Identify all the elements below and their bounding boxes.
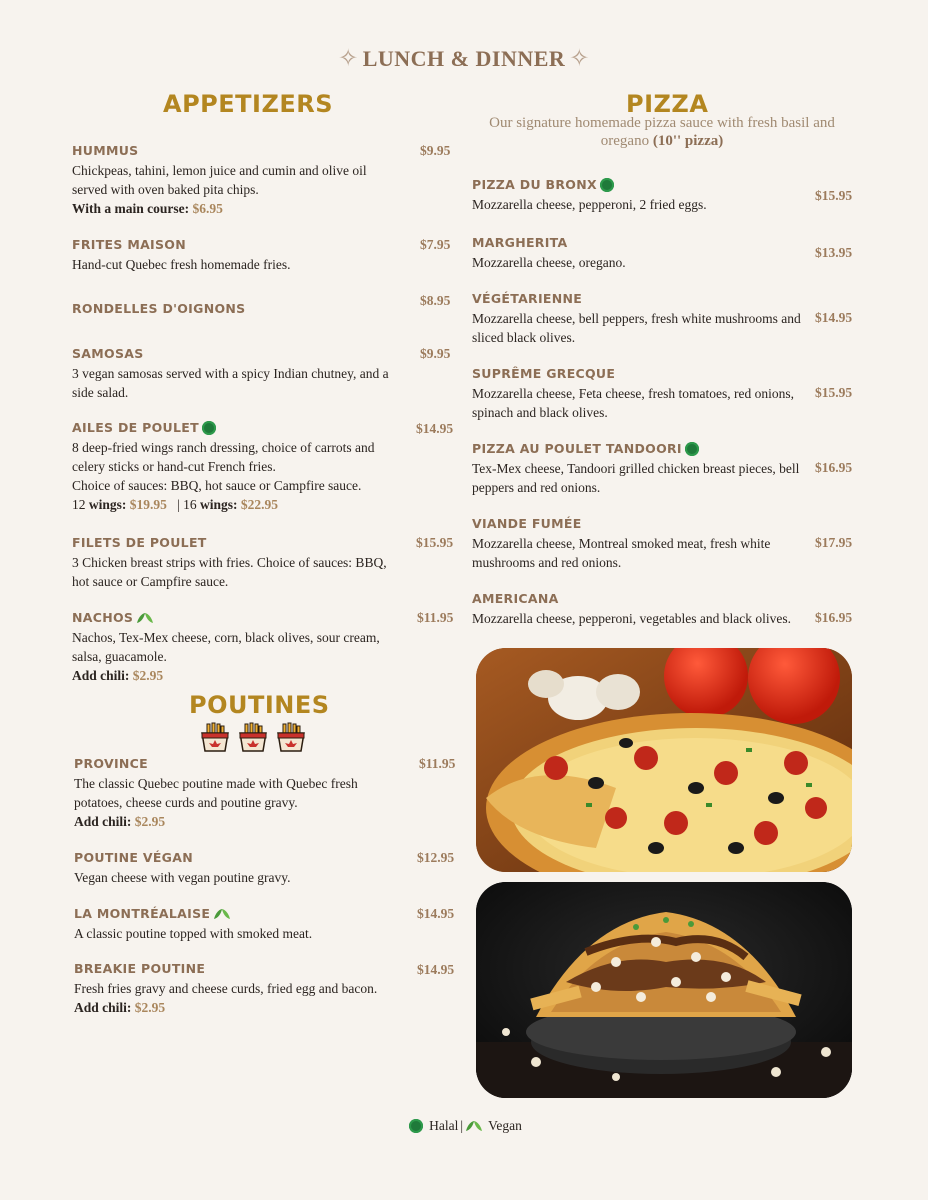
item-extra xyxy=(74,998,404,1017)
item-name: FRITES MAISON xyxy=(72,237,186,252)
item-price: $15.95 xyxy=(815,188,853,203)
item-name: RONDELLES D'OIGNONS xyxy=(72,301,246,316)
menu-item-la-montrealaise xyxy=(74,905,404,943)
poutine-box-icon xyxy=(275,721,307,753)
pizza-subtitle-text: Our signature homemade pizza sauce with fresh basil and oregano xyxy=(489,115,835,149)
item-desc: The classic Quebec poutine made with Quebec fresh potatoes, cheese curds and poutine gravy. xyxy=(74,776,358,810)
item-price: $14.95 xyxy=(416,421,454,436)
item-desc: Mozzarella cheese, Montreal smoked meat, fresh white mushrooms and red onions. xyxy=(472,536,771,570)
pizza-photo xyxy=(476,648,852,872)
menu-header xyxy=(0,44,928,73)
pizza-title: PIZZA xyxy=(626,90,709,118)
menu-item-samosas xyxy=(72,345,402,402)
sparkle-icon: ✧ xyxy=(338,46,359,72)
item-price: $7.95 xyxy=(420,237,451,252)
item-name-row xyxy=(472,176,802,194)
item-name-row xyxy=(72,609,402,627)
menu-item-margherita xyxy=(472,234,802,272)
wing-price-16: $22.95 xyxy=(240,497,278,512)
item-name: BREAKIE POUTINE xyxy=(74,961,206,976)
item-extra xyxy=(72,666,402,685)
item-name-row xyxy=(72,419,402,437)
item-name: LA MONTRÉALAISE xyxy=(74,906,211,921)
menu-item-frites-maison xyxy=(72,236,402,274)
halal-icon xyxy=(600,178,614,192)
menu-item-pizza-au-poulet-tandoori xyxy=(472,440,802,497)
menu-item-pizza-du-bronx xyxy=(472,176,802,214)
appetizers-title: APPETIZERS xyxy=(163,90,334,118)
item-price: $11.95 xyxy=(417,610,454,625)
item-desc-sauces: Choice of sauces: BBQ, hot sauce or Campfire sauce. xyxy=(72,478,362,493)
item-desc: Mozzarella cheese, pepperoni, 2 fried eggs. xyxy=(472,197,707,212)
extra-price: $2.95 xyxy=(132,668,164,683)
item-name: VÉGÉTARIENNE xyxy=(472,291,583,306)
item-desc: 3 vegan samosas served with a spicy Indian chutney, and a side salad. xyxy=(72,366,389,400)
menu-item-rondelles xyxy=(72,300,402,318)
legend xyxy=(0,1118,928,1134)
header-title: LUNCH & DINNER xyxy=(362,46,566,71)
item-price: $12.95 xyxy=(417,850,455,865)
extra-label: Add chili: xyxy=(74,1000,132,1015)
poutine-photo xyxy=(476,882,852,1098)
extra-price: $6.95 xyxy=(192,201,223,216)
item-extra xyxy=(72,199,402,218)
item-name: PIZZA DU BRONX xyxy=(472,177,597,192)
halal-icon xyxy=(685,442,699,456)
halal-icon xyxy=(409,1119,423,1133)
sparkle-icon: ✧ xyxy=(569,46,590,72)
item-price: $14.95 xyxy=(815,310,853,325)
item-desc: 3 Chicken breast strips with fries. Choice of sauces: BBQ, hot sauce or Campfire sauce. xyxy=(72,555,387,589)
item-name: SUPRÊME GRECQUE xyxy=(472,366,616,381)
wing-options xyxy=(72,495,402,514)
item-price: $13.95 xyxy=(815,245,853,260)
item-name: SAMOSAS xyxy=(72,346,144,361)
poutine-box-icon xyxy=(199,721,231,753)
item-price: $11.95 xyxy=(419,756,456,771)
menu-item-province xyxy=(74,755,404,831)
poutines-title: POUTINES xyxy=(189,691,330,719)
item-desc: Tex-Mex cheese, Tandoori grilled chicken breast pieces, bell peppers and red onions. xyxy=(472,461,800,495)
legend-separator: | xyxy=(460,1118,464,1133)
item-desc: Hand-cut Quebec fresh homemade fries. xyxy=(72,257,291,272)
item-price: $15.95 xyxy=(416,535,454,550)
menu-item-supreme-grecque xyxy=(472,365,802,422)
item-name: AILES DE POULET xyxy=(72,420,199,435)
item-price: $14.95 xyxy=(417,962,455,977)
item-desc: Mozzarella cheese, oregano. xyxy=(472,255,626,270)
wing-price-12: $19.95 xyxy=(129,497,167,512)
item-name: NACHOS xyxy=(72,610,134,625)
menu-item-nachos xyxy=(72,609,402,685)
poutine-illustration xyxy=(476,882,852,1098)
item-price: $16.95 xyxy=(815,460,853,475)
item-desc: Mozzarella cheese, pepperoni, vegetables and black olives. xyxy=(472,611,791,626)
item-desc: Mozzarella cheese, Feta cheese, fresh tomatoes, red onions, spinach and black olives. xyxy=(472,386,794,420)
extra-label: Add chili: xyxy=(74,814,132,829)
item-desc: A classic poutine topped with smoked meat. xyxy=(74,926,313,941)
menu-item-ailes-de-poulet xyxy=(72,419,402,514)
item-price: $17.95 xyxy=(815,535,853,550)
item-name: POUTINE VÉGAN xyxy=(74,850,193,865)
extra-label: With a main course: xyxy=(72,201,190,216)
pizza-illustration xyxy=(476,648,852,872)
extra-price: $2.95 xyxy=(134,814,166,829)
item-desc: Nachos, Tex-Mex cheese, corn, black olives, sour cream, salsa, guacamole. xyxy=(72,630,380,664)
item-name: AMERICANA xyxy=(472,591,559,606)
legend-halal: Halal xyxy=(429,1118,459,1133)
poutine-icons xyxy=(199,721,307,753)
item-price: $14.95 xyxy=(417,906,455,921)
menu-item-americana xyxy=(472,590,802,628)
halal-icon xyxy=(202,421,216,435)
item-name-row xyxy=(472,440,802,458)
leaf-icon xyxy=(136,612,154,624)
wing-label: wings: xyxy=(199,497,238,512)
item-price: $9.95 xyxy=(420,143,451,158)
item-name: HUMMUS xyxy=(72,143,139,158)
pizza-subtitle xyxy=(478,114,846,150)
wing-label: wings: xyxy=(88,497,127,512)
item-name: PROVINCE xyxy=(74,756,148,771)
item-name-row xyxy=(74,905,404,923)
pizza-size: (10'' pizza) xyxy=(652,133,724,149)
item-name: MARGHERITA xyxy=(472,235,568,250)
menu-item-filets-de-poulet xyxy=(72,534,402,591)
item-desc: Vegan cheese with vegan poutine gravy. xyxy=(74,870,291,885)
wing-count-12: 12 xyxy=(72,497,89,512)
item-price: $9.95 xyxy=(420,346,451,361)
wing-count-16: | 16 xyxy=(177,497,200,512)
menu-item-vegetarienne xyxy=(472,290,802,347)
menu-item-viande-fumee xyxy=(472,515,802,572)
extra-label: Add chili: xyxy=(72,668,130,683)
leaf-icon xyxy=(213,908,231,920)
item-extra xyxy=(74,812,404,831)
item-name: PIZZA AU POULET TANDOORI xyxy=(472,441,682,456)
item-desc: 8 deep-fried wings ranch dressing, choice of carrots and celery sticks or hand-cut French fries. xyxy=(72,440,375,474)
item-name: FILETS DE POULET xyxy=(72,535,207,550)
item-price: $16.95 xyxy=(815,610,853,625)
item-price: $15.95 xyxy=(815,385,853,400)
item-desc: Chickpeas, tahini, lemon juice and cumin and olive oil served with oven baked pita chips. xyxy=(72,163,367,197)
menu-item-breakie-poutine xyxy=(74,960,404,1017)
item-price: $8.95 xyxy=(420,293,451,308)
menu-item-poutine-vegan xyxy=(74,849,404,887)
item-desc: Fresh fries gravy and cheese curds, fried egg and bacon. xyxy=(74,981,378,996)
leaf-icon xyxy=(465,1120,483,1132)
poutine-box-icon xyxy=(237,721,269,753)
legend-vegan: Vegan xyxy=(488,1118,522,1133)
extra-price: $2.95 xyxy=(134,1000,166,1015)
item-name: VIANDE FUMÉE xyxy=(472,516,582,531)
menu-item-hummus xyxy=(72,142,402,218)
item-desc: Mozzarella cheese, bell peppers, fresh white mushrooms and sliced black olives. xyxy=(472,311,801,345)
